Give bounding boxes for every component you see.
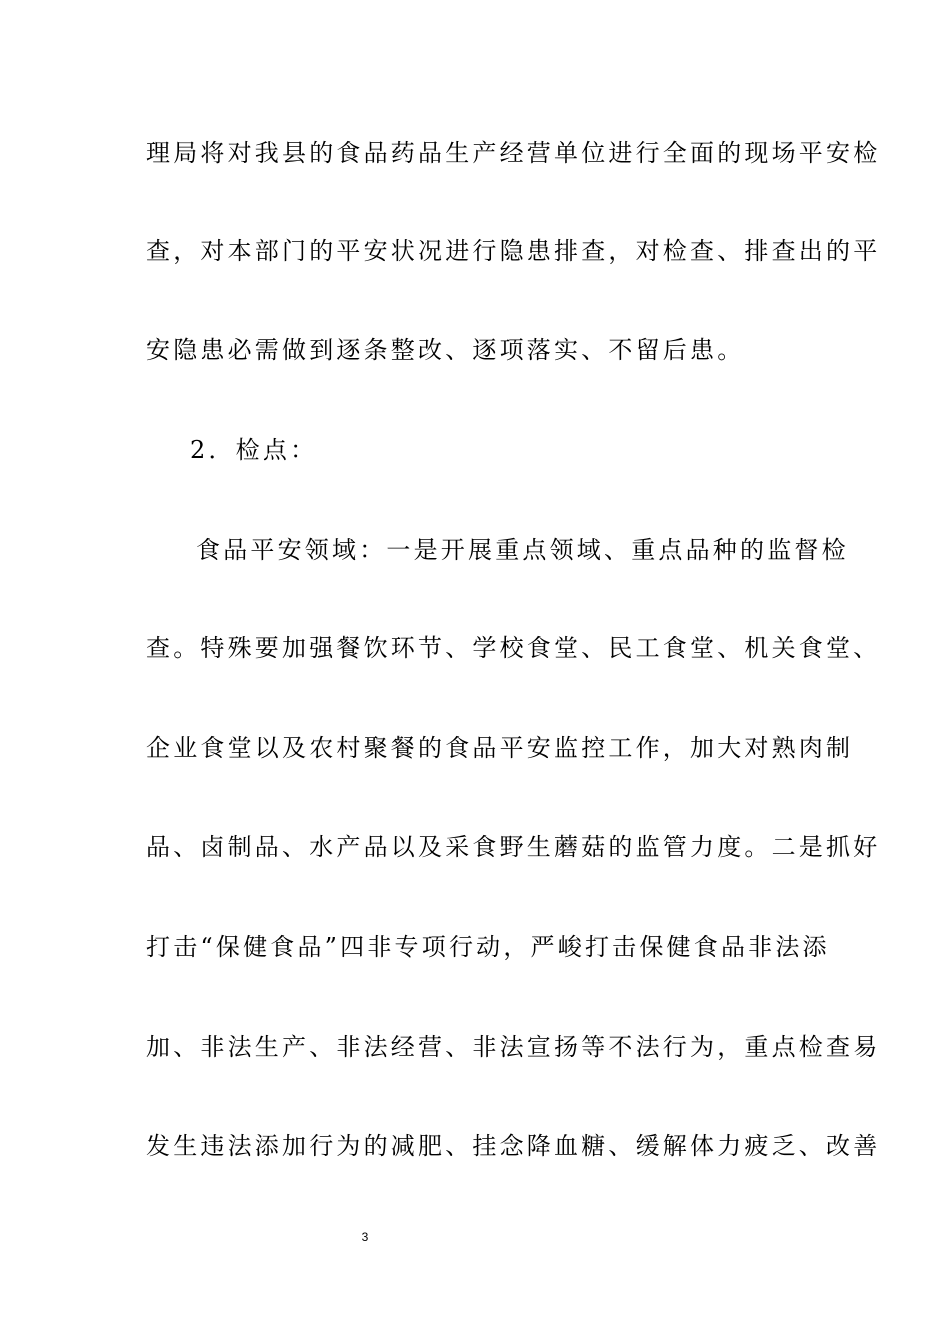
paragraph-line: 理局将对我县的食品药品生产经营单位进行全面的现场平安检 xyxy=(146,139,881,167)
paragraph-line: 品、卤制品、水产品以及采食野生蘑菇的监管力度。二是抓好 xyxy=(146,833,881,861)
paragraph-line: 安隐患必需做到逐条整改、逐项落实、不留后患。 xyxy=(146,336,745,364)
paragraph-line: 发生违法添加行为的减肥、挂念降血糖、缓解体力疲乏、改善 xyxy=(146,1132,881,1160)
list-item-heading: 2．检点： xyxy=(190,436,318,464)
paragraph-line: 查，对本部门的平安状况进行隐患排查，对检查、排查出的平 xyxy=(146,237,881,265)
paragraph-line: 企业食堂以及农村聚餐的食品平安监控工作，加大对熟肉制 xyxy=(146,734,854,762)
paragraph-line: 加、非法生产、非法经营、非法宣扬等不法行为，重点检查易 xyxy=(146,1033,881,1061)
paragraph-line: 食品平安领域：一是开展重点领域、重点品种的监督检 xyxy=(196,536,849,564)
paragraph-line: 打击“保健食品”四非专项行动，严峻打击保健食品非法添 xyxy=(146,933,830,961)
paragraph-line: 查。特殊要加强餐饮环节、学校食堂、民工食堂、机关食堂、 xyxy=(146,634,881,662)
page-number: 3 xyxy=(361,1230,369,1244)
